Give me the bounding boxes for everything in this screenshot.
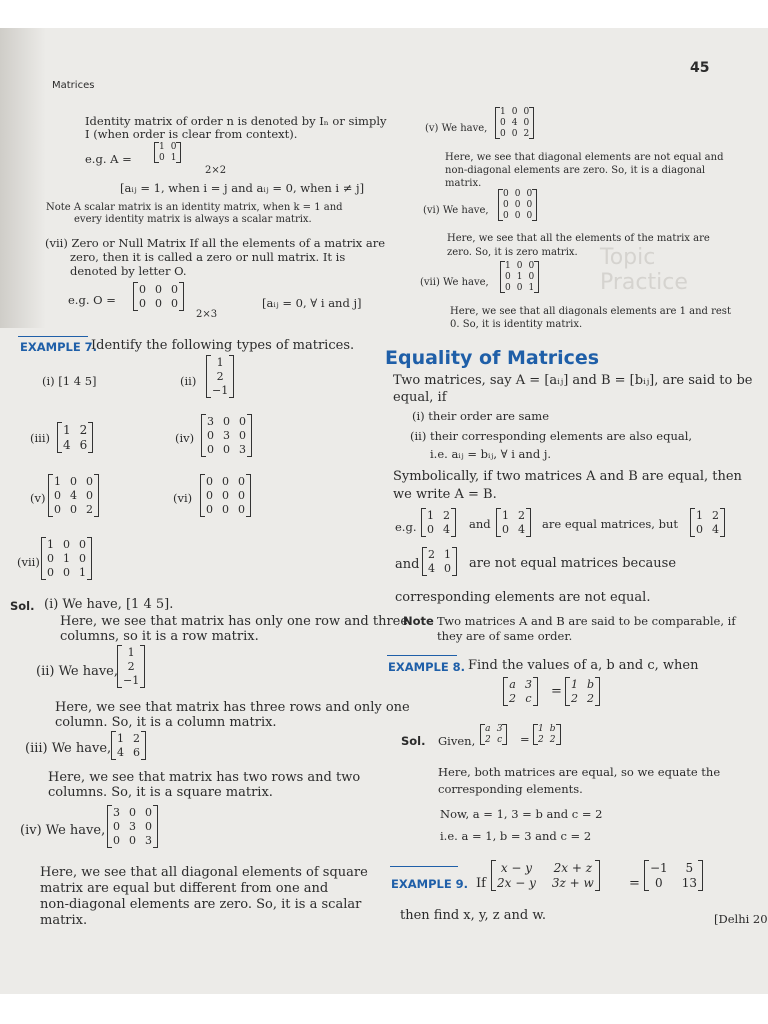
matrix-vi: 0 0 0 0 0 0 0 0 0 [200,474,251,517]
sol-ii-matrix: 1 2 −1 [117,645,145,688]
ex-i: (i) [1 4 5] [42,374,97,388]
eg-matrix-1: 1 2 0 4 [421,508,456,537]
zero-def-line1: (vii) Zero or Null Matrix If all the elements of a matrix are [45,236,386,250]
section-title: Matrices [52,80,95,91]
equality-title: Equality of Matrices [385,347,600,369]
cond-i: (i) their order are same [412,409,549,423]
matrix-iii: 1 2 4 6 [57,422,93,453]
example8-rule [387,655,457,656]
example9-label: EXAMPLE 9. [391,877,469,891]
watermark: Topic Practice [600,245,688,295]
reference: [Delhi 20 [714,912,768,926]
identity-matrix: 1 0 0 1 [154,142,181,163]
sol8-matrix-1: a 3 2 c [480,724,507,745]
ex-iii-label: (iii) [30,431,51,445]
sol-iii: (iii) We have, [25,741,112,756]
v-label: (v) We have, [425,123,488,134]
vii-matrix: 1 0 0 0 1 0 0 0 1 [500,261,539,293]
sol8-ie: i.e. a = 1, b = 3 and c = 2 [440,829,592,843]
note2-line2: they are of same order. [437,629,573,643]
ex-vi-label: (vi) [173,491,193,505]
identity-eg: e.g. A = [85,152,132,166]
sol-ii-line1: Here, we see that matrix has three rows and only one [55,700,410,715]
sol-iv: (iv) We have, [20,823,106,838]
eg-matrix-2: 1 2 0 4 [496,508,531,537]
zero-def-line2: zero, then it is called a zero or null matrix. It is [70,250,346,264]
zero-condition: [aᵢⱼ = 0, ∀ i and j] [262,296,362,310]
ex9-matrix-2: −1 5 0 13 [644,860,703,891]
example9-end: then find x, y, z and w. [400,908,547,923]
equality-text1: Two matrices, say A = [aᵢⱼ] and B = [bᵢⱼ], are said to be [393,373,753,388]
sol8-matrix-2: 1 b 2 2 [533,724,561,745]
eg-and2: and [395,557,420,572]
v-matrix: 1 0 0 0 4 0 0 0 2 [495,107,534,139]
identity-def-line1: Identity matrix of order n is denoted by Iₙ or simply [85,114,387,128]
eg-matrix-3: 1 2 0 4 [690,508,725,537]
zero-eg: e.g. O = [68,293,116,307]
vi-text1: Here, we see that all the elements of the matrix are [447,233,710,244]
ex8-equals: = [551,684,562,699]
ex-vii-label: (vii) [17,555,40,569]
vi-text2: zero. So, it is zero matrix. [447,247,578,258]
sol-iii-line2: columns. So, it is a square matrix. [48,785,273,800]
eg-label: e.g. [395,520,417,534]
ex-v-label: (v) [30,491,46,505]
note2-label: Note [403,614,434,628]
equality-text2: equal, if [393,390,447,405]
ex-iv-label: (iv) [175,431,195,445]
ex-ii-label: (ii) [180,374,197,388]
identity-def-line2: I (when order is clear from context). [85,127,298,141]
sol-ii: (ii) We have, [36,664,119,679]
matrix-v: 1 0 0 0 4 0 0 0 2 [48,474,99,517]
eg-end: are not equal matrices because [469,556,677,571]
ex9-equals: = [629,876,640,891]
sol8-now: Now, a = 1, 3 = b and c = 2 [440,807,603,821]
eg-matrix-4: 2 1 4 0 [422,547,457,576]
example9-if: If [476,876,486,891]
eg-end2: corresponding elements are not equal. [395,590,651,605]
v-text1: Here, we see that diagonal elements are not equal and [445,152,724,163]
v-text3: matrix. [445,178,482,189]
matrix-iv: 3 0 0 0 3 0 0 0 3 [201,414,252,457]
vii-text2: 0. So, it is identity matrix. [450,319,583,330]
ex9-matrix-1: x − y 2x + z 2x − y 3z + w [491,860,600,891]
sol8-line2: corresponding elements. [438,782,583,796]
sol-iv-line4: matrix. [40,913,88,928]
sol8-label: Sol. [401,734,426,748]
example7-rule [18,336,88,337]
symbolic2: we write A = B. [393,487,497,502]
example9-rule [390,866,458,867]
sol-iv-line2: matrix are equal but different from one and [40,881,329,896]
sol-iii-line1: Here, we see that matrix has two rows and two [48,770,361,785]
sol-i-line2: columns, so it is a row matrix. [60,629,259,644]
note2-line1: Two matrices A and B are said to be comparable, if [437,614,736,628]
vi-label: (vi) We have, [423,205,489,216]
note-line1: Note A scalar matrix is an identity matrix, when k = 1 and [46,202,343,213]
ex8-matrix-1: a 3 2 c [503,677,538,706]
sol-i: (i) We have, [1 4 5]. [44,597,174,612]
sol8-equals: = [520,732,530,746]
example8-text: Find the values of a, b and c, when [468,658,699,673]
zero-matrix: 0 0 0 0 0 0 [133,282,184,311]
sol8-given: Given, [438,734,476,748]
ex8-matrix-2: 1 b 2 2 [565,677,600,706]
eg-mid: are equal matrices, but [542,517,678,531]
zero-subscript: 2×3 [196,309,218,320]
vi-matrix: 0 0 0 0 0 0 0 0 0 [498,189,537,221]
note-line2: every identity matrix is always a scalar matrix. [74,214,312,225]
sol-label: Sol. [10,599,35,613]
example7-text: Identify the following types of matrices. [91,338,355,353]
zero-def-line3: denoted by letter O. [70,264,187,278]
matrix-ii: 1 2 −1 [206,355,234,398]
sol-i-line1: Here, we see that matrix has only one row and three [60,614,409,629]
page-edge [0,28,46,328]
matrix-vii: 1 0 0 0 1 0 0 0 1 [41,537,92,580]
example7-label: EXAMPLE 7. [20,340,98,354]
vii-label: (vii) We have, [420,277,489,288]
sol-iv-line3: non-diagonal elements are zero. So, it is a scalar [40,897,362,912]
vii-text1: Here, we see that all diagonals elements are 1 and rest [450,306,731,317]
cond-ie: i.e. aᵢⱼ = bᵢⱼ, ∀ i and j. [430,447,552,461]
identity-condition: [aᵢⱼ = 1, when i = j and aᵢⱼ = 0, when i ≠ j] [120,181,365,195]
page-number: 45 [690,60,710,76]
sol-iv-matrix: 3 0 0 0 3 0 0 0 3 [107,805,158,848]
cond-ii: (ii) their corresponding elements are also equal, [410,429,693,443]
sol8-line1: Here, both matrices are equal, so we equate the [438,765,721,779]
sol-iii-matrix: 1 2 4 6 [111,731,146,760]
eg-and1: and [469,517,491,531]
sol-ii-line2: column. So, it is a column matrix. [55,715,277,730]
identity-subscript: 2×2 [205,165,227,176]
v-text2: non-diagonal elements are zero. So, it is a diagonal [445,165,706,176]
symbolic1: Symbolically, if two matrices A and B are equal, then [393,469,742,484]
sol-iv-line1: Here, we see that all diagonal elements of square [40,865,368,880]
example8-label: EXAMPLE 8. [388,660,466,674]
